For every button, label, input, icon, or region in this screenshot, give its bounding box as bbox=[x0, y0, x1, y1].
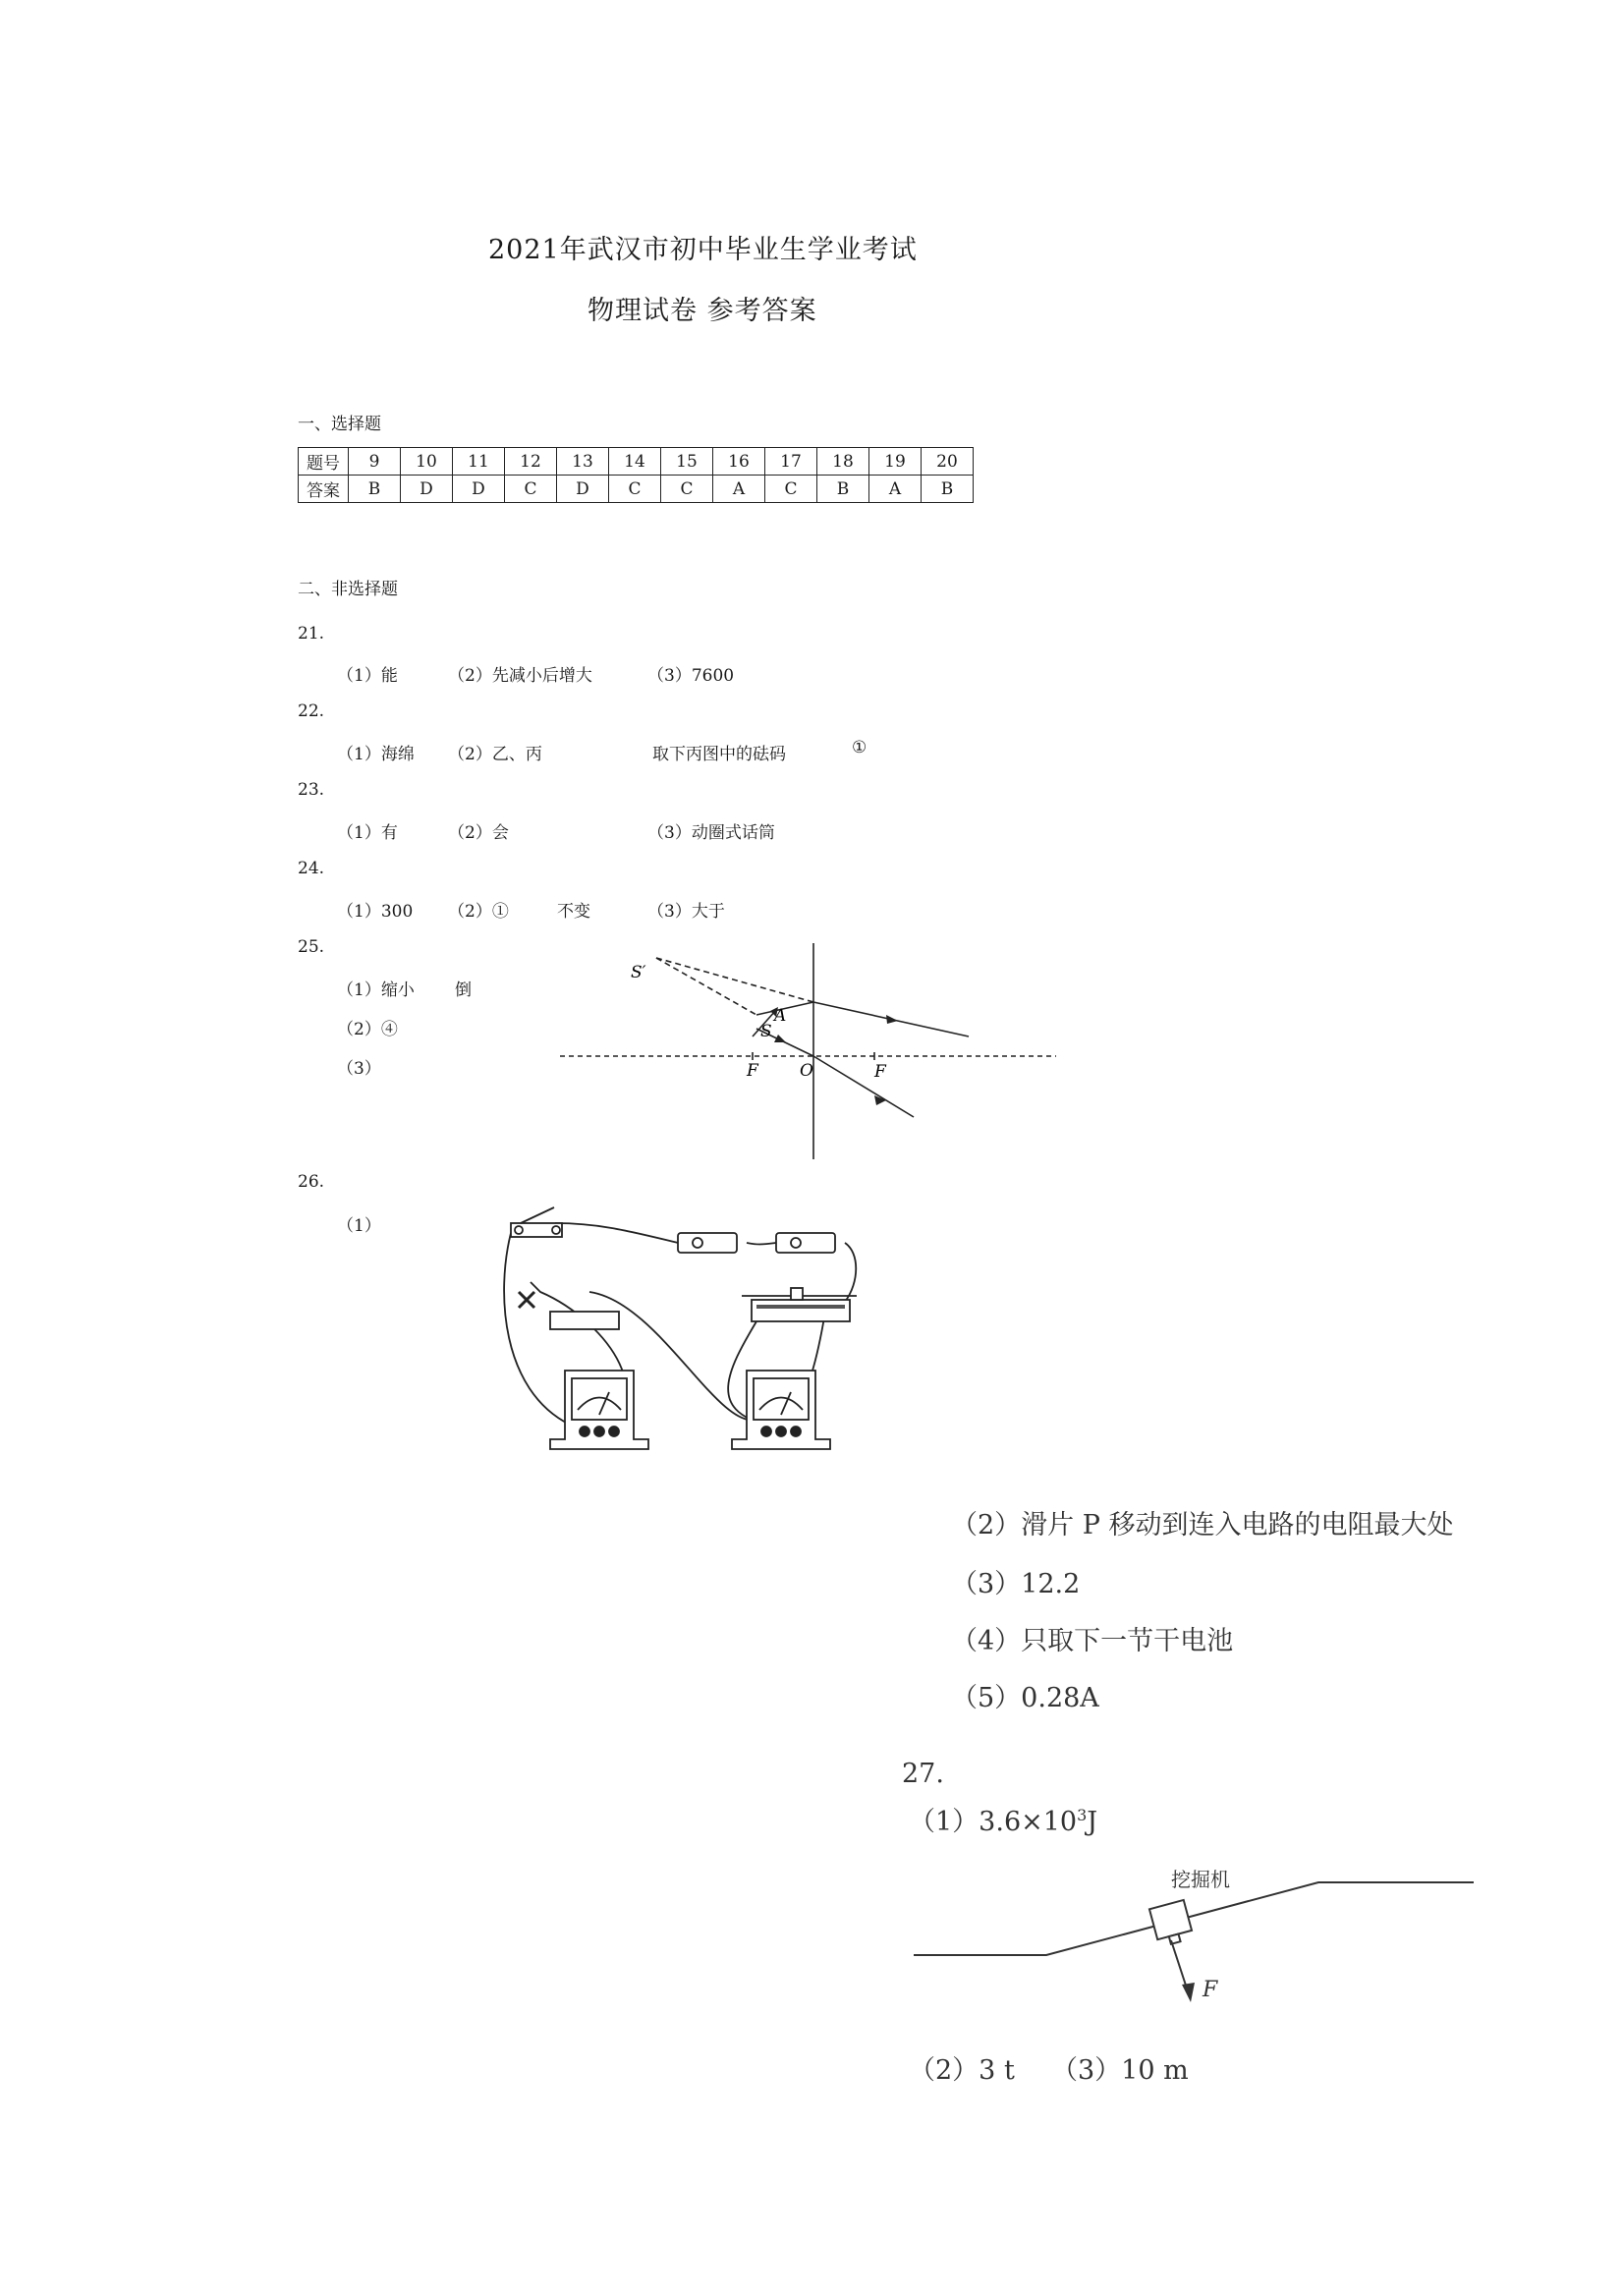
circuit-diagram bbox=[491, 1174, 865, 1469]
answer-cell: A bbox=[713, 476, 765, 503]
switch-blade bbox=[521, 1207, 554, 1223]
q22-answer-3: 取下丙图中的砝码 bbox=[652, 745, 786, 764]
label-s-prime: S′ bbox=[631, 963, 646, 982]
battery bbox=[776, 1233, 835, 1253]
virtual-ray-extension-2 bbox=[656, 958, 756, 1015]
q25-answer-3: （3） bbox=[337, 1059, 381, 1079]
table-row bbox=[299, 448, 974, 476]
q27-answer-1 bbox=[909, 1800, 1097, 1838]
q24-answer-1: （1）300 bbox=[337, 902, 414, 922]
q22-answer-1: （1）海绵 bbox=[337, 745, 415, 764]
answer-cell: D bbox=[453, 476, 505, 503]
question-number-cell: 19 bbox=[869, 448, 922, 476]
q23-answer-1: （1）有 bbox=[337, 823, 398, 843]
question-26-number: 26. bbox=[298, 1172, 325, 1192]
lens-ray-diagram bbox=[560, 938, 1071, 1174]
q26-answer-2: （2）滑片 P 移动到连入电路的电阻最大处 bbox=[951, 1510, 1454, 1540]
ray-arrowhead bbox=[886, 1015, 898, 1024]
question-number-cell: 11 bbox=[453, 448, 505, 476]
q27-answer-3: （3）10 m bbox=[1051, 2055, 1189, 2086]
q21-answer-3: （3）7600 bbox=[647, 666, 735, 686]
battery bbox=[678, 1233, 737, 1253]
label-o: O bbox=[800, 1061, 813, 1081]
document-title: 2021年武汉市初中毕业生学业考试 bbox=[488, 235, 918, 265]
question-27-number: 27. bbox=[902, 1759, 944, 1789]
q21-answer-1: （1）能 bbox=[337, 666, 398, 686]
q24-answer-3: 不变 bbox=[557, 902, 590, 922]
question-number-cell: 12 bbox=[505, 448, 557, 476]
section-1-title: 一、选择题 bbox=[298, 415, 381, 434]
label-s: S bbox=[760, 1022, 772, 1041]
q26-answer-5: （5）0.28A bbox=[951, 1683, 1099, 1713]
switch-base bbox=[511, 1223, 562, 1237]
rheostat-slider bbox=[791, 1288, 803, 1300]
table-header-cell: 答案 bbox=[299, 476, 349, 503]
table-header-cell: 题号 bbox=[299, 448, 349, 476]
question-number-cell: 10 bbox=[401, 448, 453, 476]
question-number-cell: 13 bbox=[557, 448, 609, 476]
q26-answer-3: （3）12.2 bbox=[951, 1569, 1081, 1599]
question-number-cell: 9 bbox=[349, 448, 401, 476]
rheostat-body bbox=[752, 1300, 850, 1321]
section-2-title: 二、非选择题 bbox=[298, 580, 398, 599]
answer-cell: B bbox=[349, 476, 401, 503]
virtual-ray-extension bbox=[656, 958, 813, 1002]
question-25-number: 25. bbox=[298, 937, 325, 957]
force-arrowhead bbox=[1182, 1983, 1195, 2002]
q23-answer-3: （3）动圈式话筒 bbox=[647, 823, 775, 843]
label-f-right: F bbox=[874, 1062, 886, 1082]
question-22-number: 22. bbox=[298, 701, 325, 721]
q21-answer-2: （2）先减小后增大 bbox=[448, 666, 592, 686]
answer-cell: C bbox=[505, 476, 557, 503]
question-21-number: 21. bbox=[298, 624, 325, 644]
q22-answer-2: （2）乙、丙 bbox=[448, 745, 542, 764]
q27-answer-1-exponent: 3 bbox=[1077, 1806, 1088, 1824]
q24-answer-4: （3）大于 bbox=[647, 902, 725, 922]
answer-cell: C bbox=[765, 476, 817, 503]
answer-cell: C bbox=[661, 476, 713, 503]
table-row bbox=[299, 476, 974, 503]
resistor-block bbox=[550, 1312, 619, 1329]
answer-cell: B bbox=[817, 476, 869, 503]
answer-cell: C bbox=[609, 476, 661, 503]
question-number-cell: 17 bbox=[765, 448, 817, 476]
q25-answer-1b: 倒 bbox=[455, 980, 472, 1000]
q27-answer-1-value: （1）3.6×10 bbox=[909, 1807, 1078, 1837]
excavator-slope-diagram bbox=[914, 1847, 1483, 2024]
label-a: A bbox=[774, 1006, 787, 1026]
answer-cell: D bbox=[557, 476, 609, 503]
excavator-box bbox=[1149, 1900, 1192, 1939]
question-number-cell: 20 bbox=[922, 448, 974, 476]
refracted-ray-2 bbox=[813, 1056, 914, 1117]
q27-answer-2: （2）3 t bbox=[909, 2055, 1015, 2086]
q22-answer-4: ① bbox=[852, 738, 867, 757]
question-number-cell: 16 bbox=[713, 448, 765, 476]
question-number-cell: 18 bbox=[817, 448, 869, 476]
question-number-cell: 15 bbox=[661, 448, 713, 476]
q25-answer-1: （1）缩小 bbox=[337, 980, 415, 1000]
q23-answer-2: （2）会 bbox=[448, 823, 509, 843]
answer-cell: D bbox=[401, 476, 453, 503]
answer-cell: B bbox=[922, 476, 974, 503]
wire bbox=[845, 1243, 856, 1302]
q27-answer-1-unit: J bbox=[1087, 1807, 1098, 1837]
q26-answer-1: （1） bbox=[337, 1216, 381, 1236]
multiple-choice-answer-table bbox=[298, 447, 974, 503]
force-label: F bbox=[1203, 1978, 1218, 2002]
ground-profile bbox=[914, 1882, 1474, 1955]
q24-answer-2: （2）① bbox=[448, 902, 509, 922]
wire bbox=[747, 1243, 776, 1245]
question-24-number: 24. bbox=[298, 859, 325, 878]
answer-cell: A bbox=[869, 476, 922, 503]
excavator-label: 挖掘机 bbox=[1171, 1868, 1230, 1891]
wire bbox=[555, 1223, 678, 1243]
label-f-left: F bbox=[747, 1061, 758, 1081]
question-23-number: 23. bbox=[298, 780, 325, 800]
q26-answer-4: （4）只取下一节干电池 bbox=[951, 1626, 1234, 1656]
q25-answer-2: （2）④ bbox=[337, 1020, 398, 1039]
question-number-cell: 14 bbox=[609, 448, 661, 476]
document-subtitle: 物理试卷 参考答案 bbox=[588, 296, 817, 326]
